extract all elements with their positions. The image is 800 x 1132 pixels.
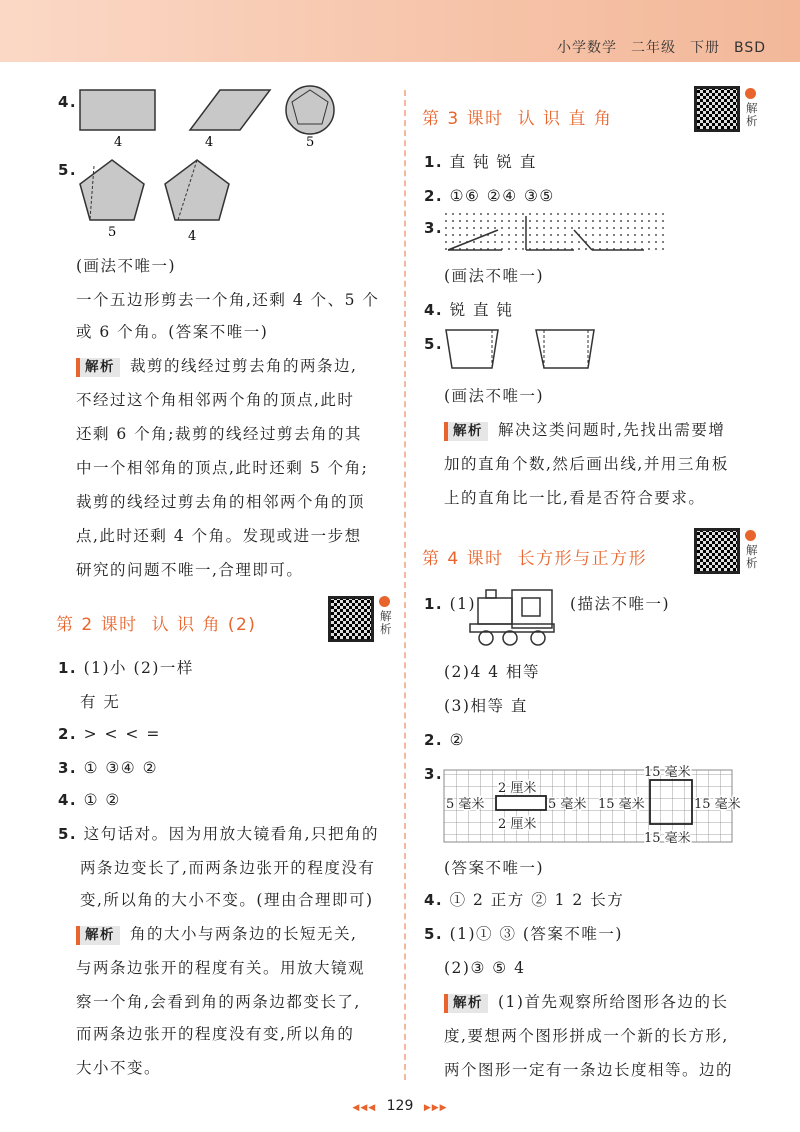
trapezoid-1	[446, 330, 498, 368]
analysis-tag: 解析	[76, 358, 120, 377]
q4-label-a: 4	[114, 135, 123, 150]
analysis-2-line-2: 与两条边张开的程度有关。用放大镜观	[76, 959, 366, 977]
analysis-2-line-4: 而两条边张开的程度没有变,所以角的	[76, 1025, 355, 1043]
header-text	[543, 37, 766, 57]
q5-pentagon-b	[165, 160, 229, 220]
footer-right-arrows: ▶▶▶	[423, 1103, 448, 1113]
s2-item-2: 2. > < < =	[58, 725, 161, 743]
q5-figures	[70, 152, 250, 244]
footer-left-arrows: ◀◀◀	[352, 1103, 377, 1113]
s3-item-3: 3.	[424, 219, 444, 237]
label-sq-left: 15 毫米	[598, 797, 645, 812]
s2-item-5c: 变,所以角的大小不变。(理由合理即可)	[80, 891, 374, 909]
page-footer	[0, 1098, 800, 1114]
s4-item-1-2: (2)4 4 相等	[444, 663, 541, 681]
s4-item-5: 5. (1)① ③ (答案不唯一)	[424, 925, 623, 943]
analysis-1-line-5: 裁剪的线经过剪去角的相邻两个角的顶	[76, 493, 366, 511]
analysis-tag: 解析	[76, 926, 120, 945]
section-2-title: 第 2 课时 认 识 角 (2)	[56, 615, 257, 635]
analysis-1-line-6: 点,此时还剩 4 个角。发现或进一步想	[76, 527, 362, 545]
q4-parallelogram	[190, 90, 270, 130]
analysis-2-line-5: 大小不变。	[76, 1059, 162, 1077]
page-number: 129	[386, 1098, 414, 1114]
s3-item-4: 4. 锐 直 钝	[424, 301, 514, 319]
q4-label-b: 4	[205, 135, 214, 150]
analysis-1-line-3: 还剩 6 个角;裁剪的线经过剪去角的其	[76, 425, 362, 443]
analysis-1-line-1: 解析 裁剪的线经过剪去角的两条边,	[76, 356, 357, 377]
section-4-title: 第 4 课时 长方形与正方形	[422, 549, 648, 569]
s4-item-4: 4. ① 2 正方 ② 1 2 长方	[424, 891, 625, 909]
s2-item-1b: 有 无	[80, 693, 121, 711]
s4-item-1: 1. (1)	[424, 595, 477, 613]
column-divider	[404, 90, 406, 1080]
q4-trapezoid-a	[80, 90, 155, 130]
s2-item-4: 4. ① ②	[58, 791, 121, 809]
q4-label-c: 5	[306, 135, 315, 150]
qr-dot-icon	[745, 530, 756, 541]
analysis-1-line-2: 不经过这个角相邻两个角的顶点,此时	[76, 391, 355, 409]
text-1-line-2: 或 6 个角。(答案不唯一)	[76, 323, 269, 341]
label-mm-right: 5 毫米	[548, 797, 587, 812]
qr-code-3[interactable]	[694, 86, 740, 132]
s3-note-2: (画法不唯一)	[444, 387, 545, 405]
text-1-line-1: 一个五边形剪去一个角,还剩 4 个、5 个	[76, 291, 380, 309]
label-cm-top: 2 厘米	[498, 781, 537, 796]
q5-label-a: 5	[108, 225, 117, 240]
analysis-4-line-1: 解析 (1)首先观察所给图形各边的长	[444, 992, 728, 1013]
page-header	[0, 0, 800, 62]
s3-item-2: 2. ①⑥ ②④ ③⑤	[424, 187, 555, 205]
analysis-1-line-7: 研究的问题不唯一,合理即可。	[76, 561, 304, 579]
s3-item-1: 1. 直 钝 锐 直	[424, 153, 537, 171]
s4-grid-figure	[444, 762, 741, 848]
section-3-title: 第 3 课时 认 识 直 角	[422, 109, 613, 129]
note-1: (画法不唯一)	[76, 257, 177, 275]
label-sq-bottom: 15 毫米	[644, 831, 691, 846]
q5-number: 5.	[58, 161, 78, 179]
analysis-3-line-2: 加的直角个数,然后画出线,并用三角板	[444, 455, 729, 473]
s4-item-3: 3.	[424, 765, 444, 783]
label-sq-top: 15 毫米	[644, 765, 691, 780]
s4-item-5-2: (2)③ ⑤ 4	[444, 959, 526, 977]
trapezoid-2	[536, 330, 594, 368]
qr-dot-icon	[379, 596, 390, 607]
analysis-3-line-3: 上的直角比一比,看是否符合要求。	[444, 489, 706, 507]
analysis-1-line-4: 中一个相邻角的顶点,此时还剩 5 个角;	[76, 459, 369, 477]
s3-item-5: 5.	[424, 335, 444, 353]
s4-note: (答案不唯一)	[444, 859, 545, 877]
s2-item-1: 1. (1)小 (2)一样	[58, 659, 194, 677]
qr-label-3: 解析	[746, 101, 758, 128]
analysis-2-line-3: 察一个角,会看到角的两条边都变长了,	[76, 993, 361, 1011]
s3-dot-grid	[444, 212, 664, 254]
label-mm-left: 5 毫米	[446, 797, 485, 812]
qr-code-2[interactable]	[328, 596, 374, 642]
analysis-4-line-3: 两个图形一定有一条边长度相等。边的	[444, 1061, 734, 1079]
qr-dot-icon	[745, 88, 756, 99]
s4-item-2: 2. ②	[424, 731, 465, 749]
train-figure	[466, 586, 558, 648]
qr-label-2: 解析	[380, 609, 392, 636]
label-cm-bottom: 2 厘米	[498, 817, 537, 832]
s4-item-1-3: (3)相等 直	[444, 697, 528, 715]
qr-label-4: 解析	[746, 543, 758, 570]
analysis-4-line-2: 度,要想两个图形拼成一个新的长方形,	[444, 1027, 729, 1045]
analysis-3-line-1: 解析 解决这类问题时,先找出需要增	[444, 420, 725, 441]
analysis-tag: 解析	[444, 422, 488, 441]
header-grade: 二年级	[630, 40, 676, 56]
s2-item-3: 3. ① ③④ ②	[58, 759, 159, 777]
q4-figures	[70, 80, 340, 150]
s3-trapezoids	[444, 326, 604, 376]
s2-item-5b: 两条边变长了,而两条边张开的程度没有	[80, 859, 376, 877]
q5-pentagon-a	[80, 160, 144, 220]
cm-rectangle	[496, 796, 546, 810]
analysis-tag: 解析	[444, 994, 488, 1013]
header-subject: 小学数学	[556, 40, 617, 56]
s2-item-5: 5. 这句话对。因为用放大镜看角,只把角的	[58, 825, 380, 843]
header-volume: 下册	[689, 40, 720, 56]
q5-label-b: 4	[188, 229, 197, 244]
s4-item-1-note: (描法不唯一)	[570, 595, 671, 613]
qr-code-4[interactable]	[694, 528, 740, 574]
label-sq-right: 15 毫米	[694, 797, 741, 812]
header-edition: BSD	[733, 40, 766, 56]
analysis-2-line-1: 解析 角的大小与两条边的长短无关,	[76, 924, 357, 945]
q4-number: 4.	[58, 93, 78, 111]
s3-note-1: (画法不唯一)	[444, 267, 545, 285]
